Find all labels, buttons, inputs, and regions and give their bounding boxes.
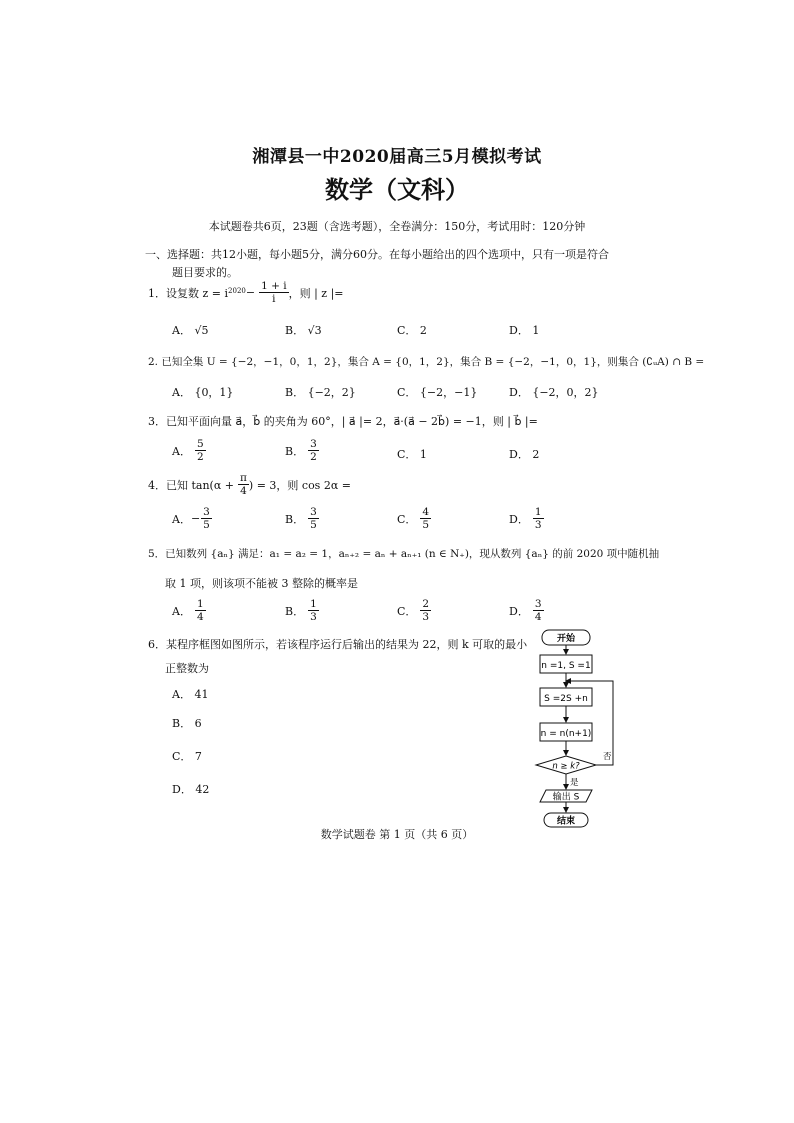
q6-option-d[interactable]: D． 42 xyxy=(172,783,210,796)
flow-step2-label: n = n(n+1) xyxy=(540,729,592,739)
q3-option-d[interactable]: D． 2 xyxy=(509,448,540,461)
exam-title: 湘潭县一中2020届高三5月模拟考试 xyxy=(252,147,542,167)
section-instructions-line2: 题目要求的。 xyxy=(172,266,238,279)
q2-option-a[interactable]: A． {0，1} xyxy=(172,386,234,399)
question-6-stem-line1: 6．某程序框图如图所示，若该程序运行后输出的结果为 22，则 k 可取的最小 xyxy=(148,638,528,651)
q2-option-b[interactable]: B． {−2，2} xyxy=(285,386,356,399)
q4-option-b[interactable]: B． $\frac{3}{5}$ xyxy=(285,506,317,531)
flow-init-label: n =1, S =1 xyxy=(541,661,591,671)
q3-option-b[interactable]: B． $\frac{3}{2}$ xyxy=(285,438,317,463)
question-3-stem: 3．已知平面向量 a⃗，b⃗ 的夹角为 60°，| a⃗ |= 2，a⃗·(a⃗ − 2b⃗) = −1，则 | b⃗ |= xyxy=(148,415,538,428)
program-flowchart xyxy=(530,625,630,830)
flow-step1-label: S =2S +n xyxy=(544,694,588,704)
q2-option-d[interactable]: D． {−2，0，2} xyxy=(509,386,599,399)
question-5-stem-line2: 取 1 项，则该项不能被 3 整除的概率是 xyxy=(165,577,358,590)
flow-output-label: 输出 S xyxy=(552,792,580,803)
q1-option-d[interactable]: D． 1 xyxy=(509,324,540,337)
flow-yes-label: 是 xyxy=(570,778,579,788)
question-2-stem: 2. 已知全集 U = {−2，−1，0，1，2}，集合 A = {0，1，2}，集合 B = {−2，−1，0，1}，则集合 (∁ᵤA) ∩ B = xyxy=(148,356,705,368)
question-1-stem: 1．设复数 z = i $^{2020}$ − $\frac{1 + i}{i}$ ，则 | z |= xyxy=(148,280,344,305)
flow-end-label: 结束 xyxy=(556,816,576,827)
question-6-stem-line2: 正整数为 xyxy=(165,662,209,675)
flow-start-label: 开始 xyxy=(556,634,576,644)
q1-option-a[interactable]: A． √5 xyxy=(172,324,209,337)
q2-option-c[interactable]: C． {−2，−1} xyxy=(397,386,478,399)
flow-no-label: 否 xyxy=(603,752,612,762)
q4-option-a[interactable]: A． − $\frac{3}{5}$ xyxy=(172,506,210,531)
q4-option-c[interactable]: C． $\frac{4}{5}$ xyxy=(397,506,430,531)
subject-title: 数学（文科） xyxy=(325,176,469,204)
q5-option-b[interactable]: B． $\frac{1}{3}$ xyxy=(285,598,317,623)
q1-option-b[interactable]: B． √3 xyxy=(285,324,322,337)
q6-option-a[interactable]: A． 41 xyxy=(172,688,209,701)
section-instructions-line1: 一、选择题：共12小题，每小题5分，满分60分。在每小题给出的四个选项中，只有一项是符合 xyxy=(145,248,609,261)
q5-option-d[interactable]: D． $\frac{3}{4}$ xyxy=(509,598,542,623)
q3-option-c[interactable]: C． 1 xyxy=(397,448,427,461)
q5-option-a[interactable]: A． $\frac{1}{4}$ xyxy=(172,598,204,623)
question-4-stem: 4．已知 tan(α + $\frac{\pi}{4}$ ) = 3，则 cos 2α = xyxy=(148,472,351,497)
q3-option-a[interactable]: A． $\frac{5}{2}$ xyxy=(172,438,204,463)
q6-option-c[interactable]: C． 7 xyxy=(172,750,202,763)
question-5-stem-line1: 5．已知数列 {aₙ} 满足：a₁ = a₂ = 1，aₙ₊₂ = aₙ + aₙ₊₁ (n ∈ N₊)，现从数列 {aₙ} 的前 2020 项中随机抽 xyxy=(148,548,660,560)
flow-condition-label: n ≥ k? xyxy=(552,761,580,772)
q5-option-c[interactable]: C． $\frac{2}{3}$ xyxy=(397,598,430,623)
q4-option-d[interactable]: D． $\frac{1}{3}$ xyxy=(509,506,542,531)
q6-option-b[interactable]: B． 6 xyxy=(172,717,202,730)
q1-option-c[interactable]: C． 2 xyxy=(397,324,427,337)
page-footer: 数学试题卷 第 1 页（共 6 页） xyxy=(320,828,474,841)
exam-info: 本试题卷共6页，23题（含选考题），全卷满分：150分，考试用时：120分钟 xyxy=(208,220,586,233)
